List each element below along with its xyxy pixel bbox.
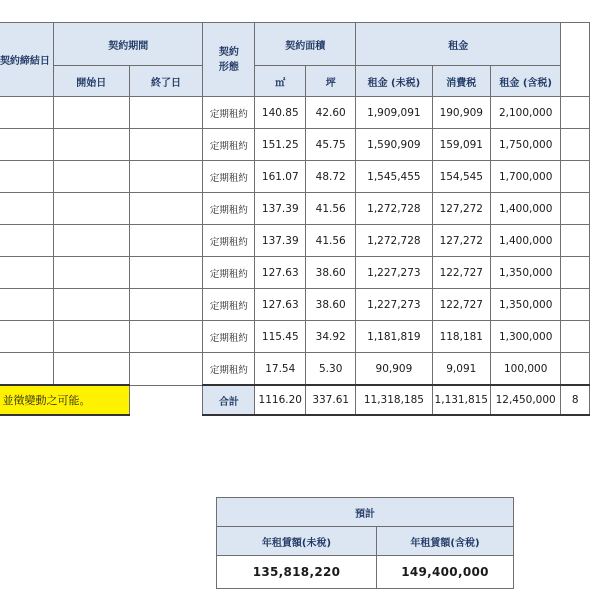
cell-end-date[interactable] [129,353,203,386]
total-row [0,385,590,415]
cell-end-date[interactable] [129,289,203,321]
table-row [0,97,590,129]
total-rent-in-tax[interactable]: 12,450,000 [490,385,560,415]
summary-header-ex-tax: 年租賃額(未稅) [217,527,377,556]
cell-rent-in-tax[interactable]: 1,350,000 [490,289,560,321]
note-cell[interactable]: 並徵變動之可能。 [0,385,129,415]
total-sqm[interactable]: 1116.20 [255,385,306,415]
cell-sqm[interactable]: 151.25 [255,129,306,161]
cell-start-date[interactable] [53,289,129,321]
table-row [0,353,590,386]
cell-form[interactable]: 定期租約 [203,353,255,386]
header-tsubo: 坪 [306,66,356,97]
header-tax: 消費税 [432,66,490,97]
cell-end-date[interactable] [129,193,203,225]
cell-sqm[interactable]: 115.45 [255,321,306,353]
cell-rent-in-tax[interactable]: 1,700,000 [490,161,560,193]
cell-rent-ex-tax[interactable]: 1,545,455 [356,161,432,193]
cell-tsubo[interactable]: 42.60 [306,97,356,129]
cell-rent-ex-tax[interactable]: 1,590,909 [356,129,432,161]
cell-start-date[interactable] [53,193,129,225]
cell-rent-ex-tax[interactable]: 1,227,273 [356,289,432,321]
cell-tax[interactable]: 127,272 [432,225,490,257]
cell-rent-ex-tax[interactable]: 1,227,273 [356,257,432,289]
cell-rent-ex-tax[interactable]: 1,272,728 [356,193,432,225]
cell-sqm[interactable]: 161.07 [255,161,306,193]
header-rent-in-tax: 租金 (含税) [490,66,560,97]
table-row [0,289,590,321]
cell-next[interactable] [561,161,590,193]
cell-end-date[interactable] [129,129,203,161]
header-sqm: ㎡ [255,66,306,97]
cell-sqm[interactable]: 17.54 [255,353,306,386]
cell-tsubo[interactable]: 48.72 [306,161,356,193]
cell-start-date[interactable] [53,353,129,386]
cell-tax[interactable]: 159,091 [432,129,490,161]
cell-tax[interactable]: 122,727 [432,257,490,289]
cell-tsubo[interactable]: 34.92 [306,321,356,353]
blank-cell [129,385,203,415]
cell-next[interactable] [561,225,590,257]
cell-form[interactable]: 定期租約 [203,321,255,353]
cell-tax[interactable]: 122,727 [432,289,490,321]
cell-rent-ex-tax[interactable]: 90,909 [356,353,432,386]
cell-start-date[interactable] [53,129,129,161]
cell-end-date[interactable] [129,257,203,289]
table-row [0,257,590,289]
cell-end-date[interactable] [129,97,203,129]
cell-form[interactable]: 定期租約 [203,193,255,225]
cell-rent-in-tax[interactable]: 2,100,000 [490,97,560,129]
cell-start-date[interactable] [53,257,129,289]
cell-rent-in-tax[interactable]: 1,350,000 [490,257,560,289]
cell-start-date[interactable] [53,161,129,193]
cell-sqm[interactable]: 137.39 [255,225,306,257]
header-contract-area: 契約面積 [255,23,356,66]
header-end-date: 終了日 [129,66,203,97]
header-start-date: 開始日 [53,66,129,97]
cell-rent-ex-tax[interactable]: 1,272,728 [356,225,432,257]
cell-contract-date[interactable] [0,97,53,129]
cell-next[interactable] [561,289,590,321]
summary-title: 預計 [217,498,514,527]
cell-end-date[interactable] [129,321,203,353]
cell-contract-date[interactable] [0,353,53,386]
cell-contract-date[interactable] [0,161,53,193]
cell-form[interactable]: 定期租約 [203,161,255,193]
cell-next[interactable] [561,321,590,353]
cell-rent-ex-tax[interactable]: 1,181,819 [356,321,432,353]
cell-sqm[interactable]: 137.39 [255,193,306,225]
cell-contract-date[interactable] [0,193,53,225]
cell-rent-in-tax[interactable]: 1,300,000 [490,321,560,353]
header-next-col [561,23,590,97]
cell-contract-date[interactable] [0,129,53,161]
cell-tsubo[interactable]: 38.60 [306,257,356,289]
header-rent-ex-tax: 租金 (未税) [356,66,432,97]
cell-contract-date[interactable] [0,257,53,289]
cell-tsubo[interactable]: 38.60 [306,289,356,321]
cell-contract-date[interactable] [0,321,53,353]
table-row [0,129,590,161]
cell-contract-date[interactable] [0,225,53,257]
header-row-1 [0,23,590,66]
table-row [0,161,590,193]
cell-form[interactable]: 定期租約 [203,257,255,289]
summary-header-in-tax: 年租賃額(含稅) [377,527,514,556]
cell-rent-in-tax[interactable]: 1,400,000 [490,193,560,225]
cell-end-date[interactable] [129,161,203,193]
cell-rent-in-tax[interactable]: 1,750,000 [490,129,560,161]
table-row [0,321,590,353]
cell-start-date[interactable] [53,321,129,353]
cell-tax[interactable]: 190,909 [432,97,490,129]
cell-form[interactable]: 定期租約 [203,129,255,161]
cell-end-date[interactable] [129,225,203,257]
cell-start-date[interactable] [53,97,129,129]
cell-tax[interactable]: 127,272 [432,193,490,225]
total-label: 合計 [203,385,255,415]
total-next[interactable]: 8 [561,385,590,415]
cell-tax[interactable]: 154,545 [432,161,490,193]
header-contract-date: 契約締結日 [0,23,53,97]
cell-rent-ex-tax[interactable]: 1,909,091 [356,97,432,129]
cell-sqm[interactable]: 127.63 [255,289,306,321]
header-contract-form [203,23,255,97]
summary-value-ex-tax[interactable]: 135,818,220 [217,556,377,589]
cell-tax[interactable]: 9,091 [432,353,490,386]
summary-value-in-tax[interactable]: 149,400,000 [377,556,514,589]
cell-rent-in-tax[interactable]: 1,400,000 [490,225,560,257]
cell-form[interactable]: 定期租約 [203,289,255,321]
cell-tsubo[interactable]: 41.56 [306,193,356,225]
cell-next[interactable] [561,129,590,161]
table-row [0,225,590,257]
cell-next[interactable] [561,353,590,386]
cell-next[interactable] [561,257,590,289]
header-row-2 [0,66,590,97]
cell-form[interactable]: 定期租約 [203,97,255,129]
cell-tax[interactable]: 118,181 [432,321,490,353]
cell-rent-in-tax[interactable]: 100,000 [490,353,560,386]
annual-summary-table [216,497,514,589]
lease-table [0,22,590,416]
header-rent: 租金 [356,23,561,66]
cell-contract-date[interactable] [0,289,53,321]
header-contract-period: 契約期間 [53,23,203,66]
cell-start-date[interactable] [53,225,129,257]
cell-next[interactable] [561,193,590,225]
cell-form[interactable]: 定期租約 [203,225,255,257]
table-row [0,193,590,225]
header-contract-form-text: 契約形態 [218,46,239,73]
cell-sqm[interactable]: 140.85 [255,97,306,129]
total-tsubo[interactable]: 337.61 [306,385,356,415]
total-tax[interactable]: 1,131,815 [432,385,490,415]
cell-tsubo[interactable]: 5.30 [306,353,356,386]
cell-tsubo[interactable]: 45.75 [306,129,356,161]
total-rent-ex-tax[interactable]: 11,318,185 [356,385,432,415]
cell-tsubo[interactable]: 41.56 [306,225,356,257]
cell-next[interactable] [561,97,590,129]
cell-sqm[interactable]: 127.63 [255,257,306,289]
